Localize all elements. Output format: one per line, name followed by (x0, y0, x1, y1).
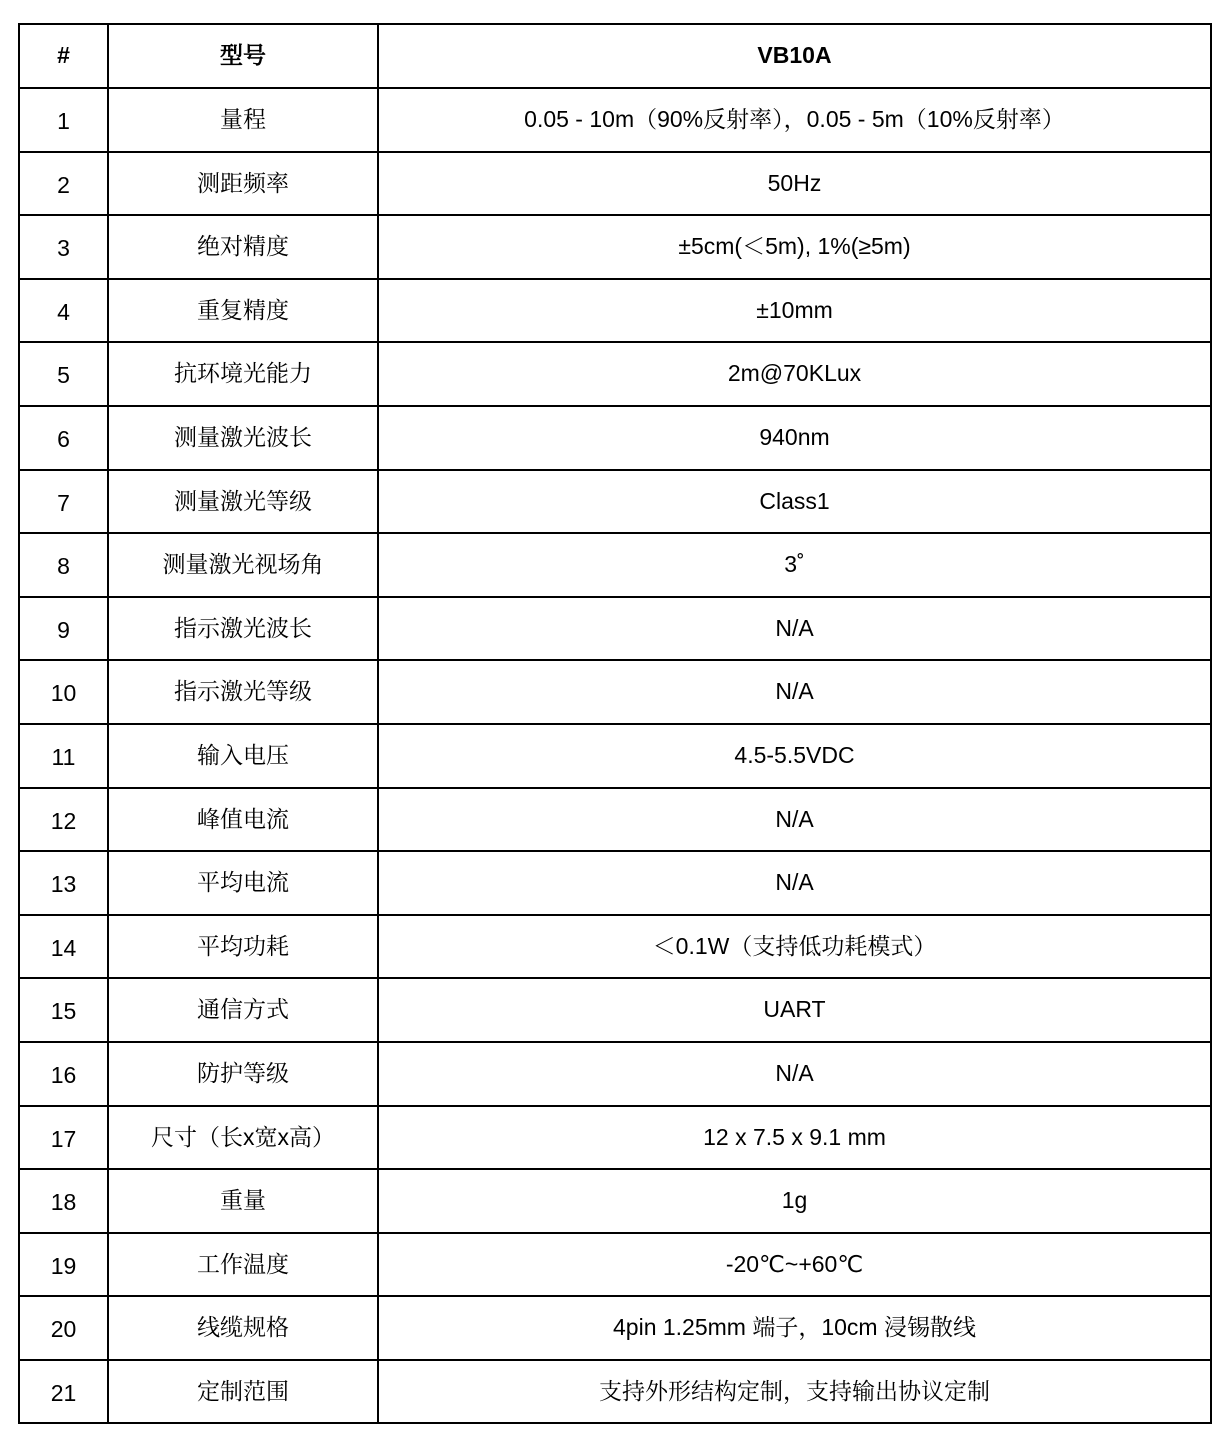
table-row (19, 406, 1211, 470)
row-parameter: 输入电压 (108, 724, 378, 788)
table-row (19, 1233, 1211, 1297)
table-row (19, 279, 1211, 343)
table-row (19, 1042, 1211, 1106)
table-row (19, 470, 1211, 534)
row-parameter: 测距频率 (108, 152, 378, 216)
header-row (19, 24, 1211, 88)
row-value: Class1 (378, 470, 1211, 534)
table-row (19, 88, 1211, 152)
table-row (19, 533, 1211, 597)
table-row (19, 1296, 1211, 1360)
row-number: 4 (19, 279, 108, 343)
row-value: 940nm (378, 406, 1211, 470)
row-value: N/A (378, 851, 1211, 915)
row-number: 9 (19, 597, 108, 661)
row-value: N/A (378, 1042, 1211, 1106)
row-value: 0.05 - 10m（90%反射率），0.05 - 5m（10%反射率） (378, 88, 1211, 152)
row-number: 20 (19, 1296, 108, 1360)
row-number: 15 (19, 978, 108, 1042)
row-value: 50Hz (378, 152, 1211, 216)
row-number: 3 (19, 215, 108, 279)
row-number: 12 (19, 788, 108, 852)
table-row (19, 1360, 1211, 1424)
row-value: N/A (378, 660, 1211, 724)
row-parameter: 重量 (108, 1169, 378, 1233)
row-parameter: 重复精度 (108, 279, 378, 343)
header-model-value: VB10A (378, 24, 1211, 88)
header-model-label: 型号 (108, 24, 378, 88)
row-number: 18 (19, 1169, 108, 1233)
table-row (19, 1169, 1211, 1233)
row-number: 17 (19, 1106, 108, 1170)
row-parameter: 测量激光等级 (108, 470, 378, 534)
table-row (19, 915, 1211, 979)
row-parameter: 峰值电流 (108, 788, 378, 852)
row-number: 19 (19, 1233, 108, 1297)
row-number: 21 (19, 1360, 108, 1424)
row-parameter: 测量激光波长 (108, 406, 378, 470)
table-row (19, 851, 1211, 915)
row-parameter: 定制范围 (108, 1360, 378, 1424)
row-parameter: 量程 (108, 88, 378, 152)
row-number: 2 (19, 152, 108, 216)
table-row (19, 788, 1211, 852)
table-row (19, 1106, 1211, 1170)
row-number: 8 (19, 533, 108, 597)
table-row (19, 152, 1211, 216)
row-number: 14 (19, 915, 108, 979)
row-parameter: 线缆规格 (108, 1296, 378, 1360)
row-number: 7 (19, 470, 108, 534)
row-value: ±5cm(＜5m), 1%(≥5m) (378, 215, 1211, 279)
row-parameter: 指示激光等级 (108, 660, 378, 724)
row-number: 6 (19, 406, 108, 470)
table-body (19, 88, 1211, 1423)
row-number: 16 (19, 1042, 108, 1106)
row-parameter: 平均功耗 (108, 915, 378, 979)
row-parameter: 通信方式 (108, 978, 378, 1042)
row-value: ±10mm (378, 279, 1211, 343)
row-value: 3˚ (378, 533, 1211, 597)
row-parameter: 尺寸（长x宽x高） (108, 1106, 378, 1170)
row-number: 5 (19, 342, 108, 406)
row-parameter: 平均电流 (108, 851, 378, 915)
row-value: UART (378, 978, 1211, 1042)
table-row (19, 342, 1211, 406)
row-value: 2m@70KLux (378, 342, 1211, 406)
row-number: 13 (19, 851, 108, 915)
row-number: 11 (19, 724, 108, 788)
row-value: N/A (378, 597, 1211, 661)
row-value: N/A (378, 788, 1211, 852)
table-row (19, 660, 1211, 724)
row-value: 4.5-5.5VDC (378, 724, 1211, 788)
header-num: # (19, 24, 108, 88)
row-parameter: 防护等级 (108, 1042, 378, 1106)
row-number: 10 (19, 660, 108, 724)
row-parameter: 工作温度 (108, 1233, 378, 1297)
row-value: 12 x 7.5 x 9.1 mm (378, 1106, 1211, 1170)
table-row (19, 215, 1211, 279)
row-value: ＜0.1W（支持低功耗模式） (378, 915, 1211, 979)
row-value: 4pin 1.25mm 端子，10cm 浸锡散线 (378, 1296, 1211, 1360)
row-parameter: 绝对精度 (108, 215, 378, 279)
row-parameter: 测量激光视场角 (108, 533, 378, 597)
row-parameter: 抗环境光能力 (108, 342, 378, 406)
spec-table (18, 23, 1212, 1424)
table-row (19, 724, 1211, 788)
row-parameter: 指示激光波长 (108, 597, 378, 661)
row-value: 支持外形结构定制，支持输出协议定制 (378, 1360, 1211, 1424)
table-row (19, 597, 1211, 661)
row-value: -20℃~+60℃ (378, 1233, 1211, 1297)
row-value: 1g (378, 1169, 1211, 1233)
table-header (19, 24, 1211, 88)
table-row (19, 978, 1211, 1042)
row-number: 1 (19, 88, 108, 152)
